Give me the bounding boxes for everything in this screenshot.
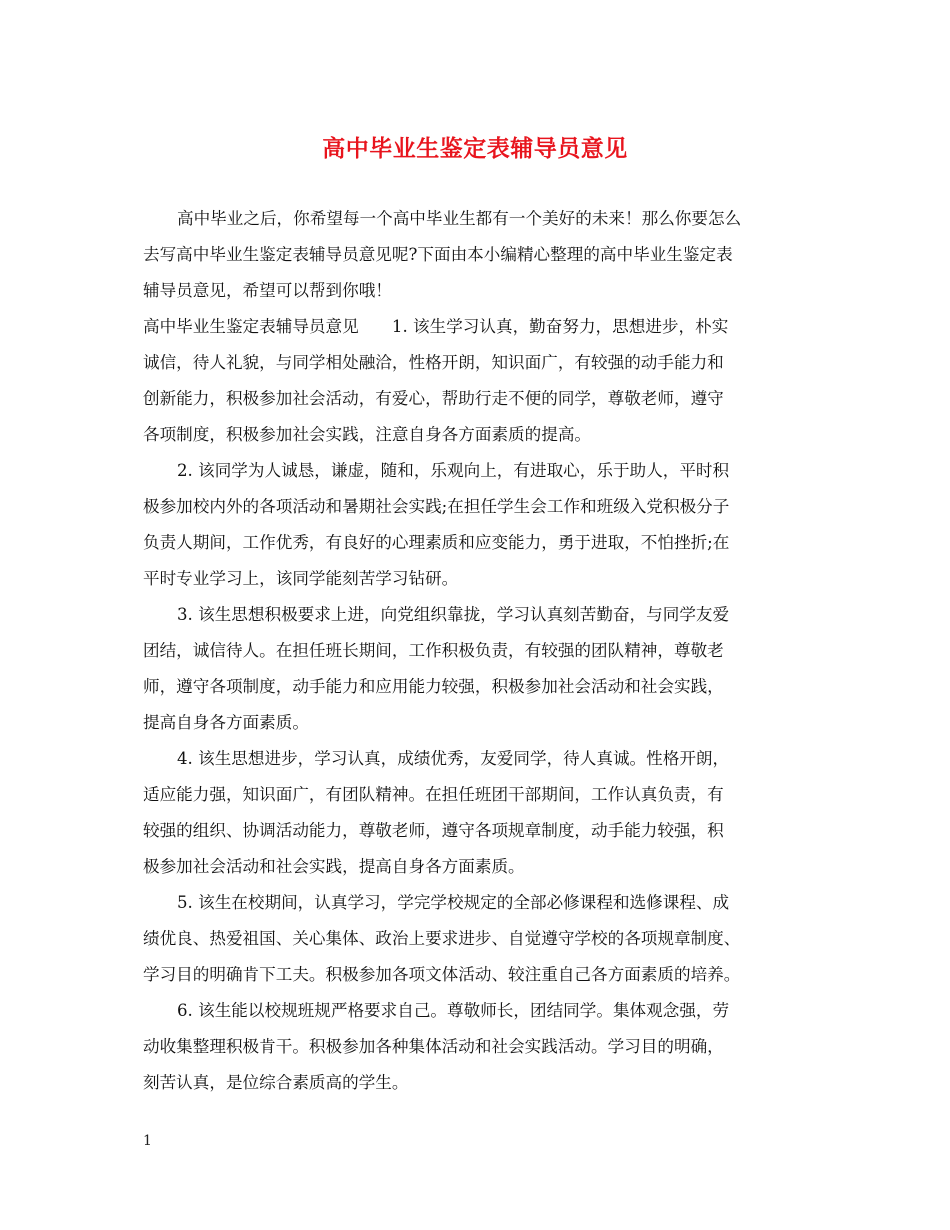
text-line: 高中毕业生鉴定表辅导员意见 1. 该生学习认真，勤奋努力，思想进步，朴实 xyxy=(143,317,729,336)
text-line: 极参加社会活动和社会实践，提高自身各方面素质。 xyxy=(143,857,525,876)
text-line: 高中毕业之后，你希望每一个高中毕业生都有一个美好的未来！那么你要怎么 xyxy=(177,209,742,228)
text-line: 3. 该生思想积极要求上进，向党组织靠拢，学习认真刻苦勤奋，与同学友爱 xyxy=(177,605,730,624)
text-line: 师，遵守各项制度，动手能力和应用能力较强，积极参加社会活动和社会实践， xyxy=(143,677,724,696)
text-line: 学习目的明确肯下工夫。积极参加各项文体活动、较注重自己各方面素质的培养。 xyxy=(143,965,741,984)
text-line: 较强的组织、协调活动能力，尊敬老师，遵守各项规章制度，动手能力较强，积 xyxy=(143,821,724,840)
text-line: 提高自身各方面素质。 xyxy=(143,713,309,732)
text-line: 2. 该同学为人诚恳，谦虚，随和，乐观向上，有进取心，乐于助人，平时积 xyxy=(177,461,730,480)
text-line: 负责人期间，工作优秀，有良好的心理素质和应变能力，勇于进取，不怕挫折;在 xyxy=(143,533,730,552)
text-line: 绩优良、热爱祖国、关心集体、政治上要求进步、自觉遵守学校的各项规章制度、 xyxy=(143,929,741,948)
text-line: 刻苦认真，是位综合素质高的学生。 xyxy=(143,1073,409,1092)
text-line: 辅导员意见，希望可以帮到你哦！ xyxy=(143,281,392,300)
document-body xyxy=(143,201,825,1101)
document-title: 高中毕业生鉴定表辅导员意见 xyxy=(322,135,628,162)
text-line: 极参加校内外的各项活动和暑期社会实践;在担任学生会工作和班级入党积极分子 xyxy=(143,497,730,516)
text-line: 去写高中毕业生鉴定表辅导员意见呢?下面由本小编精心整理的高中毕业生鉴定表 xyxy=(143,245,733,264)
text-line: 6. 该生能以校规班规严格要求自己。尊敬师长，团结同学。集体观念强，劳 xyxy=(177,1001,730,1020)
text-line: 诚信，待人礼貌，与同学相处融洽，性格开朗，知识面广，有较强的动手能力和 xyxy=(143,353,724,372)
text-line: 4. 该生思想进步，学习认真，成绩优秀，友爱同学，待人真诚。性格开朗， xyxy=(177,749,730,768)
text-line: 团结，诚信待人。在担任班长期间，工作积极负责，有较强的团队精神，尊敬老 xyxy=(143,641,724,660)
text-line: 动收集整理积极肯干。积极参加各种集体活动和社会实践活动。学习目的明确， xyxy=(143,1037,724,1056)
text-line: 创新能力，积极参加社会活动，有爱心，帮助行走不便的同学，尊敬老师，遵守 xyxy=(143,389,724,408)
text-line: 适应能力强，知识面广，有团队精神。在担任班团干部期间，工作认真负责，有 xyxy=(143,785,724,804)
page-number: 1 xyxy=(143,1133,152,1149)
text-line: 5. 该生在校期间，认真学习，学完学校规定的全部必修课程和选修课程、成 xyxy=(177,893,730,912)
text-line: 平时专业学习上，该同学能刻苦学习钻研。 xyxy=(143,569,459,588)
text-line: 各项制度，积极参加社会实践，注意自身各方面素质的提高。 xyxy=(143,425,592,444)
